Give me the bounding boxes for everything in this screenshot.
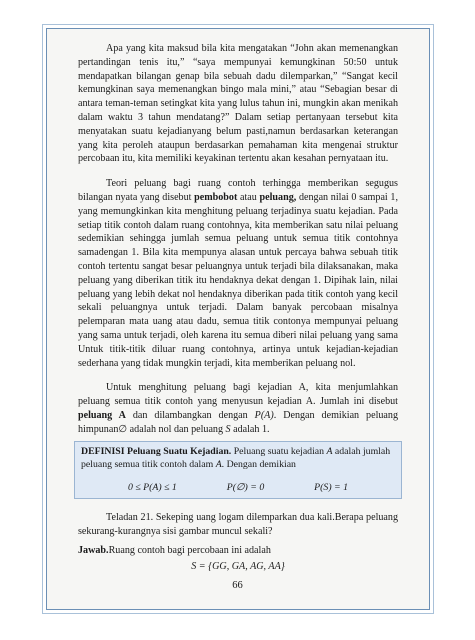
sample-space-equation: S = {GG, GA, AG, AA} bbox=[191, 561, 285, 573]
page-content bbox=[78, 42, 398, 574]
definition-equations bbox=[81, 481, 395, 495]
definition-box bbox=[74, 441, 402, 500]
math-s: S bbox=[225, 423, 231, 435]
paragraph-event-text: dan dilambangkan dengan bbox=[125, 409, 255, 421]
paragraph-event-text: . Dengan demikian peluang himpunan∅ adalah nol dan peluang bbox=[78, 409, 399, 435]
paragraph-intro: Apa yang kita maksud bila kita mengatakan “John akan memenangkan pertandingan tenis itu,” “saya mempunyai kemungkinan 50:50 untuk mendapatkan bilangan genap bila sebuah dadu dilemparkan,” “Sangat kecil kemungkinan saya memenangkan bingo mala mini,” atau “Sebagian besar di antara teman-teman setingkat kita yang lulus tahun ini, mungkin akan menikah dalam waktu 3 tahun mendatang?” Dalam setiap pertanyaan tersebut kita menyatakan suatu kejadianyang belum pasti,namun berdasarkan keterangan yang kita peroleh ataupun berdasarkan pemahaman kita mengenai struktur percobaan itu, kita memiliki keyakinan tertentu akan kesahan pernyataan itu. bbox=[78, 43, 398, 165]
math-pa: P(A) bbox=[254, 409, 274, 421]
definition-title: DEFINISI Peluang Suatu Kejadian. bbox=[81, 445, 232, 457]
paragraph-theory bbox=[78, 177, 398, 370]
page-number: 66 bbox=[232, 580, 243, 591]
example-text: Teladan 21. Sekeping uang logam dilemparkan dua kali.Berapa peluang sekurang-kurangnya sisi gambar muncul sekali? bbox=[78, 512, 398, 537]
paragraph-theory-text: Teori peluang bagi ruang contoh terhingga memberikan segugus bilangan nyata yang disebut bbox=[78, 178, 398, 203]
equation-sample-space: P(S) = 1 bbox=[314, 481, 348, 493]
equation-range: 0 ≤ P(A) ≤ 1 bbox=[127, 481, 177, 493]
answer-line bbox=[78, 544, 398, 558]
term-peluang-a: peluang A bbox=[78, 409, 126, 421]
paragraph-theory-text: dengan nilai 0 sampai 1, yang memungkinkan kita menghitung peluang terjadinya suatu kejadian. Pada setiap titik contoh dalam ruang contohnya, kita memberikan satu nilai peluang sedemikian sehingga jumlah semua peluang untuk semua titik contohnya samadengan 1. Bila kita mempunya alasan untuk percaya bahwa sebuah titik contoh tertentu sangat besar peluangnya untuk terjadi bila dilaksanakan, maka peluang yang diberikan titik itu hendaknya dekat dengan 1. Dipihak lain, nilai peluang yang lebih dekat nol hendaknya diberikan pada titik contoh yang kecil sekali peluangnya untuk terjadi. Dalam banyak percobaan misalnya pelemparan mata uang atau dadu, semua titik contonya mempunyai peluang yang sama untuk terjadi, oleh karena itu semua diberi nilai peluang yang sama Untuk titik-titik diluar ruang contohnya, artinya untuk kejadian-kejadian sederhana yang tidak mungkin terjadi, kita memberikan peluang nol. bbox=[78, 191, 398, 369]
definition-text: DEFINISI Peluang Suatu Kejadian. Peluang suatu kejadian A adalah jumlah peluang semua titik contoh dalam A. Dengan demikian bbox=[81, 445, 391, 471]
paragraph-theory-text: atau bbox=[237, 191, 260, 203]
equation-empty-set: P(∅) = 0 bbox=[226, 481, 265, 493]
term-pembobot: pembobot bbox=[194, 191, 238, 203]
paragraph-event bbox=[78, 381, 398, 436]
answer-label: Jawab. bbox=[78, 544, 109, 556]
paragraph-event-text: adalah 1. bbox=[230, 423, 270, 435]
answer-text: Ruang contoh bagi percobaan ini adalah bbox=[108, 544, 271, 556]
term-peluang: peluang, bbox=[259, 191, 297, 203]
paragraph-event-text: Untuk menghitung peluang bagi kejadian A, kita menjumlahkan peluang semua titik contoh yang menyusun kejadian A. Jumlah ini disebut bbox=[78, 382, 398, 408]
